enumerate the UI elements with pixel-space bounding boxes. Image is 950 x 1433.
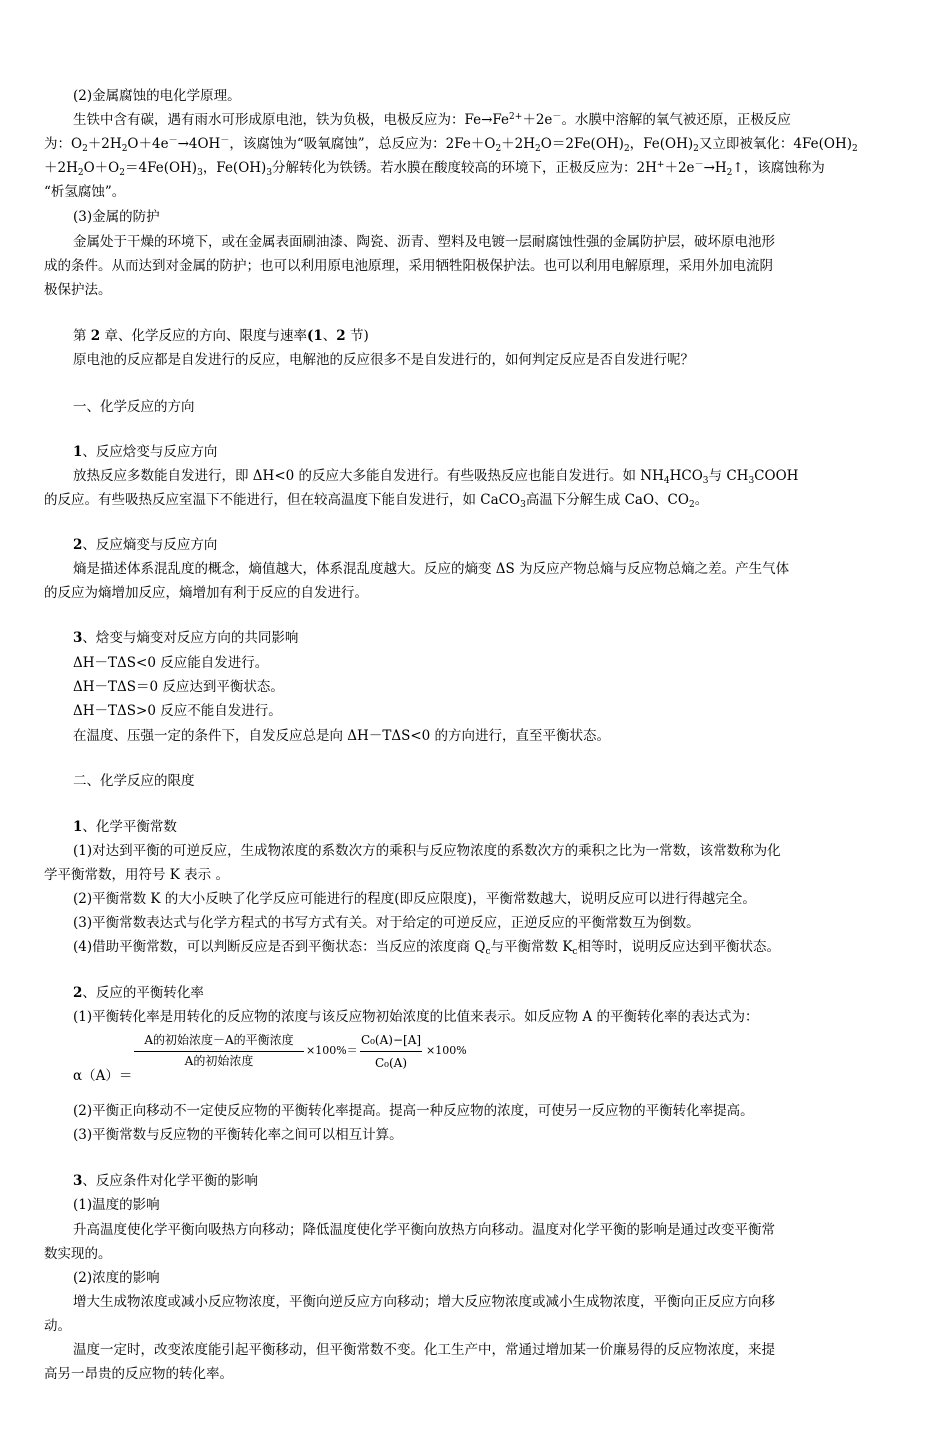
section-heading-direction: 一、化学反应的方向 bbox=[73, 399, 195, 415]
formula-numerator-2: C₀(A)−[A] bbox=[360, 1033, 422, 1047]
paragraph-line: 升高温度使化学平衡向吸热方向移动；降低温度使化学平衡向放热方向移动。温度对化学平衡的影响是通过改变平衡常 bbox=[73, 1222, 775, 1238]
paragraph-line: 的反应。有些吸热反应室温下不能进行，但在较高温度下能自发进行，如 CaCO$_3$高温下分解生成 CaO、$CO_2$。 bbox=[44, 492, 709, 510]
fraction-bar-2 bbox=[360, 1051, 422, 1052]
paragraph-line: (2)平衡常数 K 的大小反映了化学反应可能进行的程度(即反应限度)，平衡常数越大，说明反应可以进行得越完全。 bbox=[73, 891, 756, 907]
paragraph-line: 生铁中含有碳，遇有雨水可形成原电池，铁为负极，电极反应为：$Fe\to Fe^{2+}+2e^-$。水膜中溶解的氧气被还原，正极反应 bbox=[73, 112, 791, 128]
paragraph-line: 为：$O_2+2H_2O+4e^-\to 4OH^-$，该腐蚀为“吸氧腐蚀”，总反应为：$2Fe+O_2+2H_2O=2Fe(OH)_2$，$Fe(OH)_2$又立即被氧化：$4Fe(OH)_2$ bbox=[44, 136, 858, 154]
rule-line: ΔH－TΔS＝0 反应达到平衡状态。 bbox=[73, 679, 284, 695]
paragraph-line: 增大生成物浓度或减小反应物浓度，平衡向逆反应方向移动；增大反应物浓度或减小生成物浓度，平衡向正反应方向移 bbox=[73, 1294, 775, 1310]
paragraph-line: 温度一定时，改变浓度能引起平衡移动，但平衡常数不变。化工生产中，常通过增加某一价廉易得的反应物浓度，来提 bbox=[73, 1342, 775, 1358]
formula-denominator-2: C₀(A) bbox=[374, 1056, 408, 1070]
paragraph-line: 极保护法。 bbox=[44, 282, 112, 298]
paragraph-line: 熵是描述体系混乱度的概念，熵值越大，体系混乱度越大。反应的熵变 ΔS 为反应产物总熵与反应物总熵之差。产生气体 bbox=[73, 561, 790, 577]
formula-denominator-1: A的初始浓度 bbox=[184, 1054, 254, 1068]
paragraph-line: 放热反应多数能自发进行，即 ΔH<0 的反应大多能自发进行。有些吸热反应也能自发进行。如 $NH_4HCO_3$与 $CH_3COOH$ bbox=[73, 468, 799, 486]
section-heading-limit: 二、化学反应的限度 bbox=[73, 773, 195, 789]
subsection-title: 2、反应熵变与反应方向 bbox=[73, 537, 218, 553]
paragraph-line: 动。 bbox=[44, 1318, 71, 1334]
paragraph-line: 数实现的。 bbox=[44, 1246, 112, 1262]
rule-line: ΔH－TΔS<0 反应能自发进行。 bbox=[73, 655, 269, 671]
paragraph-line: 金属处于干燥的环境下，或在金属表面刷油漆、陶瓷、沥青、塑料及电镀一层耐腐蚀性强的金属防护层，破坏原电池形 bbox=[73, 234, 775, 250]
subsection-title: 3、焓变与熵变对反应方向的共同影响 bbox=[73, 630, 299, 646]
paragraph-line: 在温度、压强一定的条件下，自发反应总是向 ΔH－TΔS<0 的方向进行，直至平衡状态。 bbox=[73, 728, 611, 744]
formula-times-1: ×100%＝ bbox=[306, 1044, 358, 1057]
paragraph-line: 的反应为熵增加反应，熵增加有利于反应的自发进行。 bbox=[44, 585, 368, 601]
subsection-title: 1、反应焓变与反应方向 bbox=[73, 444, 218, 460]
subsection-title: 1、化学平衡常数 bbox=[73, 819, 177, 835]
paragraph-line: (3)平衡常数与反应物的平衡转化率之间可以相互计算。 bbox=[73, 1127, 403, 1143]
paragraph-line: “析氢腐蚀”。 bbox=[44, 184, 126, 200]
formula-numerator-1: A的初始浓度－A的平衡浓度 bbox=[144, 1033, 294, 1047]
subheading-metal-protection: (3)金属的防护 bbox=[73, 209, 160, 225]
subsection-title: 2、反应的平衡转化率 bbox=[73, 985, 204, 1001]
paragraph-line: 学平衡常数，用符号 K 表示 。 bbox=[44, 867, 229, 883]
paragraph-line: (4)借助平衡常数，可以判断反应是否到平衡状态：当反应的浓度商 $Q_c$与平衡常数 $K_c$相等时，说明反应达到平衡状态。 bbox=[73, 939, 780, 957]
paragraph-line: 高另一昂贵的反应物的转化率。 bbox=[44, 1366, 233, 1382]
chapter-title: 第 2 章、化学反应的方向、限度与速率(1、2 节) bbox=[73, 328, 369, 344]
subheading-concentration: (2)浓度的影响 bbox=[73, 1270, 160, 1286]
chapter-intro: 原电池的反应都是自发进行的反应，电解池的反应很多不是自发进行的，如何判定反应是否自发进行呢？ bbox=[73, 352, 694, 368]
subheading-temperature: (1)温度的影响 bbox=[73, 1197, 160, 1213]
paragraph-line: (3)平衡常数表达式与化学方程式的书写方式有关。对于给定的可逆反应，正逆反应的平衡常数互为倒数。 bbox=[73, 915, 700, 931]
subheading-corrosion-principle: (2)金属腐蚀的电化学原理。 bbox=[73, 88, 241, 104]
paragraph-line: $+2H_2O+O_2=4Fe(OH)_3$，$Fe(OH)_3$分解转化为铁锈。若水膜在酸度较高的环境下，正极反应为：$2H^++2e^-\to H_2↑$，该腐蚀称为 bbox=[44, 160, 825, 178]
rule-line: ΔH－TΔS>0 反应不能自发进行。 bbox=[73, 703, 282, 719]
paragraph-line: (1)对达到平衡的可逆反应，生成物浓度的系数次方的乘积与反应物浓度的系数次方的乘积之比为一常数，该常数称为化 bbox=[73, 843, 781, 859]
fraction-bar-1 bbox=[134, 1051, 304, 1052]
subsection-title: 3、反应条件对化学平衡的影响 bbox=[73, 1173, 258, 1189]
formula-lhs: α（A）＝ bbox=[73, 1068, 133, 1084]
paragraph-line: (2)平衡正向移动不一定使反应物的平衡转化率提高。提高一种反应物的浓度，可使另一反应物的平衡转化率提高。 bbox=[73, 1103, 754, 1119]
paragraph-line: (1)平衡转化率是用转化的反应物的浓度与该反应物初始浓度的比值来表示。如反应物 A 的平衡转化率的表达式为： bbox=[73, 1009, 759, 1025]
paragraph-line: 成的条件。从而达到对金属的防护；也可以利用原电池原理，采用牺牲阳极保护法。也可以利用电解原理，采用外加电流阴 bbox=[44, 258, 773, 274]
formula-times-2: ×100% bbox=[426, 1044, 467, 1057]
